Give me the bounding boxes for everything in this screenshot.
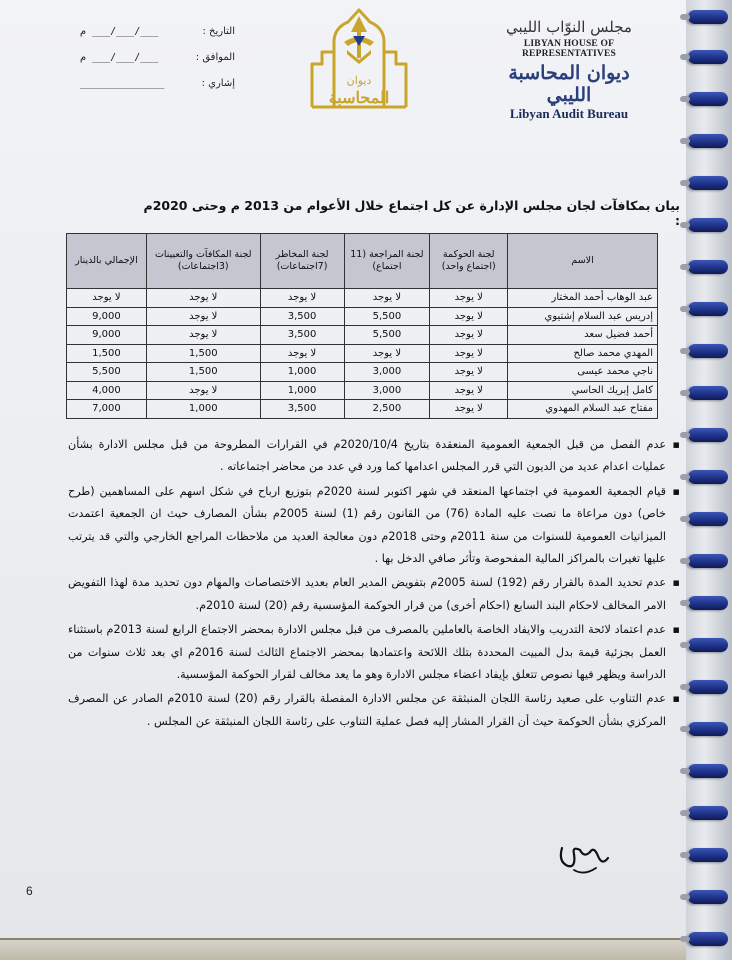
header-audit: لجنة المراجعة (11 اجتماع)	[344, 234, 430, 289]
header-total: الإجمالي بالدينار	[67, 234, 147, 289]
date-label: التاريخ :	[202, 26, 235, 37]
binding-ring	[688, 512, 728, 526]
finding-item: ▪ عدم اعتماد لائحة التدريب والايفاد الخاصة بالعاملين بالمصرف من قبل مجلس الادارة بمحضر الاجتماع الرابع لسنة 2013م باستثناء العمل بجزئية قيمة بدل المبيت المحددة بتلك اللائحة واعتمادها بمحضر الاجتماع الثالث لسنة 2016م اي بعد ثلاث سنوات من الدراسة ويظهر فيها نصوص تتعلق بإيفاد اعضاء مجلس الادارة وهو ما يعد مخالف لقرار الحوكمة المؤسسية.	[68, 619, 680, 686]
binding-ring	[688, 10, 728, 24]
binding-ring	[688, 638, 728, 652]
cell-audit: لا يوجد	[344, 344, 430, 363]
binding-ring	[688, 428, 728, 442]
table-row	[67, 307, 658, 326]
binding-ring	[688, 806, 728, 820]
hijri-date-line	[80, 52, 235, 78]
cell-total: 4,000	[67, 381, 147, 400]
table-row	[67, 381, 658, 400]
header-rewards: لجنة المكافآت والتعيينات (3اجتماعات)	[146, 234, 260, 289]
cell-risk: لا يوجد	[260, 344, 344, 363]
cell-governance: لا يوجد	[430, 363, 508, 382]
logo-text-bottom: المحاسبة	[328, 88, 390, 107]
table-row	[67, 289, 658, 308]
date-line	[80, 26, 235, 52]
table-row	[67, 400, 658, 419]
org-name-english: LIBYAN HOUSE OF REPRESENTATIVES	[522, 39, 616, 59]
cell-audit: 5,500	[344, 326, 430, 345]
cell-risk: 1,000	[260, 363, 344, 382]
cell-name: المهدي محمد صالح	[508, 344, 658, 363]
header-governance: لجنة الحوكمة (اجتماع واحد)	[430, 234, 508, 289]
table-row	[67, 363, 658, 382]
binding-ring	[688, 722, 728, 736]
org-name-arabic: مجلس النوّاب الليبي	[506, 18, 632, 36]
reference-value: ______________	[80, 78, 165, 89]
binding-ring	[688, 260, 728, 274]
logo-text-top: ديوان	[346, 74, 372, 87]
bureau-name-arabic: ديوان المحاسبة الليبي	[508, 62, 630, 106]
binding-ring	[688, 470, 728, 484]
reference-line	[80, 78, 235, 104]
cell-name: إدريس عبد السلام إشتيوي	[508, 307, 658, 326]
header-name: الاسم	[508, 234, 658, 289]
cell-total: 5,500	[67, 363, 147, 382]
binding-ring	[688, 218, 728, 232]
cell-rewards: 1,500	[146, 363, 260, 382]
cell-audit: 3,000	[344, 363, 430, 382]
cell-risk: 1,000	[260, 381, 344, 400]
bureau-name-english: Libyan Audit Bureau	[509, 106, 629, 121]
header-reference-fields	[80, 26, 235, 104]
binding-ring	[688, 596, 728, 610]
cell-name: مفتاح عبد السلام المهدوي	[508, 400, 658, 419]
cell-governance: لا يوجد	[430, 289, 508, 308]
cell-total: لا يوجد	[67, 289, 147, 308]
cell-rewards: لا يوجد	[146, 289, 260, 308]
cell-risk: 3,500	[260, 326, 344, 345]
cell-audit: لا يوجد	[344, 289, 430, 308]
hijri-date-label: الموافق :	[195, 52, 235, 63]
binding-ring	[688, 680, 728, 694]
cell-rewards: لا يوجد	[146, 307, 260, 326]
table-row	[67, 344, 658, 363]
binding-ring	[688, 554, 728, 568]
binding-ring	[688, 386, 728, 400]
reference-label: إشاري :	[201, 78, 235, 89]
finding-item: ▪ عدم التناوب على صعيد رئاسة اللجان المنبثقة عن مجلس الادارة المفصلة بالقرار رقم (20) لسنة 2010م الصادر عن المصرف المركزي بشأن الحوكمة حيث أن القرار المشار إليه فصل عملية التناوب على رئاسة اللجان المنبثقة عن المجلس .	[68, 688, 680, 733]
binding-ring	[688, 932, 728, 946]
header-risk: لجنة المخاطر (7اجتماعات)	[260, 234, 344, 289]
cell-total: 9,000	[67, 307, 147, 326]
cell-risk: 3,500	[260, 307, 344, 326]
cell-governance: لا يوجد	[430, 326, 508, 345]
cell-rewards: لا يوجد	[146, 326, 260, 345]
date-value: م ___/___/___	[80, 26, 159, 37]
spiral-binding	[686, 0, 732, 960]
page-footer-band	[0, 938, 700, 960]
cell-governance: لا يوجد	[430, 307, 508, 326]
binding-ring	[688, 50, 728, 64]
cell-audit: 5,500	[344, 307, 430, 326]
cell-total: 1,500	[67, 344, 147, 363]
finding-item: ▪ عدم الفصل من قبل الجمعية العمومية المنعقدة بتاريخ 2020/10/4م في القرارات المطروحة من قبل مجلس الادارة بشأن عمليات اعدام عديد من الديون التي قرر المجلس اعدامها كما ورد في عدد من محاضر اجتماعاته .	[68, 434, 680, 479]
audit-bureau-logo	[304, 2, 414, 112]
hijri-date-value: م ___/___/___	[80, 52, 159, 63]
binding-ring	[688, 764, 728, 778]
cell-governance: لا يوجد	[430, 381, 508, 400]
cell-name: كامل إبريك الحاسي	[508, 381, 658, 400]
finding-item: ▪ عدم تحديد المدة بالقرار رقم (192) لسنة 2005م بتفويض المدير العام بعديد الاختصاصات والمهام دون تحديد مدة لهذا التفويض الامر المخالف لاحكام البند السابع (احكام أخرى) من قرار الحوكمة المؤسسية رقم (20) لسنة 2010م.	[68, 572, 680, 617]
binding-ring	[688, 92, 728, 106]
findings-list	[68, 434, 680, 735]
cell-rewards: 1,500	[146, 344, 260, 363]
table-title: بيان بمكافآت لجان مجلس الإدارة عن كل اجتماع خلال الأعوام من 2013 م وحتى 2020م :	[143, 198, 680, 228]
binding-ring	[688, 344, 728, 358]
table-row	[67, 326, 658, 345]
handwritten-signature	[554, 836, 614, 878]
cell-risk: لا يوجد	[260, 289, 344, 308]
cell-governance: لا يوجد	[430, 344, 508, 363]
binding-ring	[688, 302, 728, 316]
binding-ring	[688, 176, 728, 190]
cell-rewards: 1,000	[146, 400, 260, 419]
page-number: 6	[26, 884, 33, 898]
finding-item: ▪ قيام الجمعية العمومية في اجتماعها المنعقد في شهر اكتوبر لسنة 2020م بتوزيع ارباح في شكل اسهم على المساهمين (طرح خاص) دون مراعاة ما نصت عليه المادة (76) من القانون رقم (1) لسنة 2005م بشأن المصارف حيث ان الجمعية اعتمدت الميزانيات العمومية للسنوات من سنة 2011م وحتى 2018م دون معالجة العديد من ملاحظات المراجع الخارجي والتي قد يترتب عليها تغيرات بالمراكز المالية المفحوصة وتأثر صافي الدخل بها .	[68, 481, 680, 571]
table-header-row	[67, 234, 658, 289]
cell-rewards: لا يوجد	[146, 381, 260, 400]
cell-risk: 3,500	[260, 400, 344, 419]
cell-total: 9,000	[67, 326, 147, 345]
committee-rewards-table	[66, 233, 658, 419]
cell-name: أحمد فضيل سعد	[508, 326, 658, 345]
binding-ring	[688, 134, 728, 148]
cell-name: عبد الوهاب أحمد المختار	[508, 289, 658, 308]
cell-total: 7,000	[67, 400, 147, 419]
cell-audit: 2,500	[344, 400, 430, 419]
header-organization	[484, 18, 654, 122]
binding-ring	[688, 890, 728, 904]
cell-audit: 3,000	[344, 381, 430, 400]
binding-ring	[688, 848, 728, 862]
cell-name: ناجي محمد عيسى	[508, 363, 658, 382]
cell-governance: لا يوجد	[430, 400, 508, 419]
